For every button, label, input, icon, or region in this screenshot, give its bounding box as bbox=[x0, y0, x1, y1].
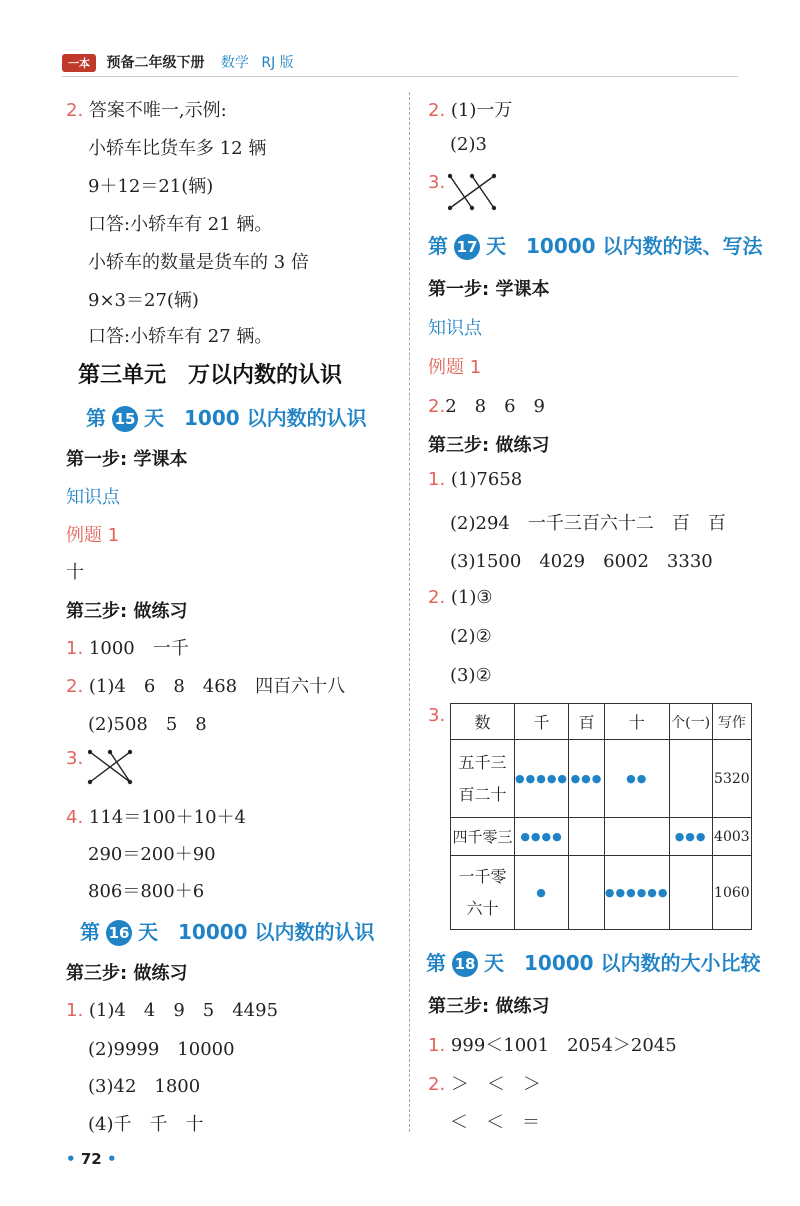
dots-bai: ●●● bbox=[569, 740, 605, 818]
written-number: 4003 bbox=[712, 818, 751, 856]
dots-shi: ●● bbox=[604, 740, 669, 818]
dots-ge bbox=[669, 856, 712, 930]
right-d2: 2.2 8 6 9 bbox=[428, 396, 545, 417]
edition-label: RJ 版 bbox=[261, 55, 294, 71]
day15-heading: 第 15 天 1000 以内数的认识 bbox=[86, 406, 367, 430]
left-q2-line4: 小轿车的数量是货车的 3 倍 bbox=[88, 252, 309, 273]
left-q2-line2: 9＋12＝21(辆) bbox=[88, 176, 214, 197]
right-step3: 第三步: 做练习 bbox=[428, 435, 550, 456]
day18-heading: 第 18 天 10000 以内数的大小比较 bbox=[426, 951, 761, 975]
left-a2: 2. (1)4 6 8 468 四百六十八 bbox=[66, 676, 346, 697]
left-b1: 1. (1)4 4 9 5 4495 bbox=[66, 1000, 279, 1021]
page-header bbox=[62, 52, 294, 72]
right-e2-line2: (2)② bbox=[450, 626, 492, 647]
written-number: 5320 bbox=[712, 740, 751, 818]
right-e1-line2: (2)294 一千三百六十二 百 百 bbox=[450, 513, 726, 534]
right-e2: 2. (1)③ bbox=[428, 587, 493, 608]
right-example: 例题 1 bbox=[428, 357, 482, 378]
left-a4-line2: 290＝200＋90 bbox=[88, 844, 216, 865]
right-step3b: 第三步: 做练习 bbox=[428, 996, 550, 1017]
right-c2-line2: (2)3 bbox=[450, 134, 487, 155]
table-header: 百 bbox=[569, 704, 605, 740]
left-knowledge: 知识点 bbox=[66, 487, 120, 508]
right-c2: 2. (1)一万 bbox=[428, 100, 513, 121]
left-q2-line6: 口答:小轿车有 27 辆。 bbox=[88, 326, 273, 347]
table-row: 五千三 百二十 ●●●●● ●●● ●● 5320 bbox=[451, 740, 752, 818]
day18-badge: 18 bbox=[452, 951, 478, 977]
table-header: 数 bbox=[451, 704, 515, 740]
column-divider bbox=[409, 92, 410, 1132]
dots-shi bbox=[604, 818, 669, 856]
day17-badge: 17 bbox=[454, 234, 480, 260]
left-a3-matching-lines bbox=[86, 748, 138, 786]
book-title: 预备二年级下册 bbox=[106, 55, 205, 71]
day16-badge: 16 bbox=[106, 920, 132, 946]
day17-heading: 第 17 天 10000 以内数的读、写法 bbox=[428, 234, 763, 258]
place-value-table bbox=[450, 703, 752, 930]
unit-title: 第三单元 万以内数的认识 bbox=[78, 363, 343, 388]
left-a4-line3: 806＝800＋6 bbox=[88, 881, 205, 902]
written-number: 1060 bbox=[712, 856, 751, 930]
left-a4: 4. 114＝100＋10＋4 bbox=[66, 807, 246, 828]
dots-shi: ●●●●●● bbox=[604, 856, 669, 930]
left-b1-line3: (3)42 1800 bbox=[88, 1076, 201, 1097]
dots-bai bbox=[569, 818, 605, 856]
left-b1-line4: (4)千 千 十 bbox=[88, 1114, 204, 1135]
left-a3: 3. bbox=[66, 748, 84, 769]
dots-ge bbox=[669, 740, 712, 818]
right-e1-line3: (3)1500 4029 6002 3330 bbox=[450, 551, 713, 572]
dots-qian: ● bbox=[515, 856, 569, 930]
left-example-answer: 十 bbox=[66, 562, 84, 583]
left-q2-line1: 小轿车比货车多 12 辆 bbox=[88, 138, 267, 159]
right-e1: 1. (1)7658 bbox=[428, 469, 523, 490]
right-f2: 2. ＞ ＜ ＞ bbox=[428, 1074, 541, 1095]
right-step1: 第一步: 学课本 bbox=[428, 279, 550, 300]
table-row: 一千零 六十 ● ●●●●●● 1060 bbox=[451, 856, 752, 930]
left-q2: 2. 答案不唯一,示例: bbox=[66, 100, 227, 121]
right-f1: 1. 999＜1001 2054＞2045 bbox=[428, 1035, 677, 1056]
header-rule bbox=[62, 76, 738, 77]
right-c3-matching-lines bbox=[446, 172, 502, 212]
dots-ge: ●●● bbox=[669, 818, 712, 856]
table-header: 十 bbox=[604, 704, 669, 740]
left-step3: 第三步: 做练习 bbox=[66, 601, 188, 622]
right-c3: 3. bbox=[428, 172, 446, 193]
day15-badge: 15 bbox=[112, 406, 138, 432]
left-a2-line2: (2)508 5 8 bbox=[88, 714, 207, 735]
dots-qian: ●●●●● bbox=[515, 740, 569, 818]
dots-bai bbox=[569, 856, 605, 930]
page-number: • 72 • bbox=[66, 1150, 117, 1168]
right-e2-line3: (3)② bbox=[450, 665, 492, 686]
left-q2-line3: 口答:小轿车有 21 辆。 bbox=[88, 214, 273, 235]
table-header: 个(一) bbox=[669, 704, 712, 740]
left-q2-line5: 9×3＝27(辆) bbox=[88, 290, 199, 311]
left-example: 例题 1 bbox=[66, 525, 120, 546]
left-step3b: 第三步: 做练习 bbox=[66, 963, 188, 984]
right-f2-line2: ＜ ＜ ＝ bbox=[450, 1112, 540, 1133]
dots-qian: ●●●● bbox=[515, 818, 569, 856]
left-b1-line2: (2)9999 10000 bbox=[88, 1039, 235, 1060]
table-header: 写作 bbox=[712, 704, 751, 740]
right-knowledge: 知识点 bbox=[428, 318, 482, 339]
left-step1: 第一步: 学课本 bbox=[66, 449, 188, 470]
table-header: 千 bbox=[515, 704, 569, 740]
subject-label: 数学 bbox=[220, 55, 249, 71]
day16-heading: 第 16 天 10000 以内数的认识 bbox=[80, 920, 375, 944]
table-row: 四千零三 ●●●● ●●● 4003 bbox=[451, 818, 752, 856]
left-a1: 1. 1000 一千 bbox=[66, 638, 189, 659]
right-e3: 3. bbox=[428, 705, 446, 726]
brand-logo: 一本 bbox=[62, 54, 96, 72]
